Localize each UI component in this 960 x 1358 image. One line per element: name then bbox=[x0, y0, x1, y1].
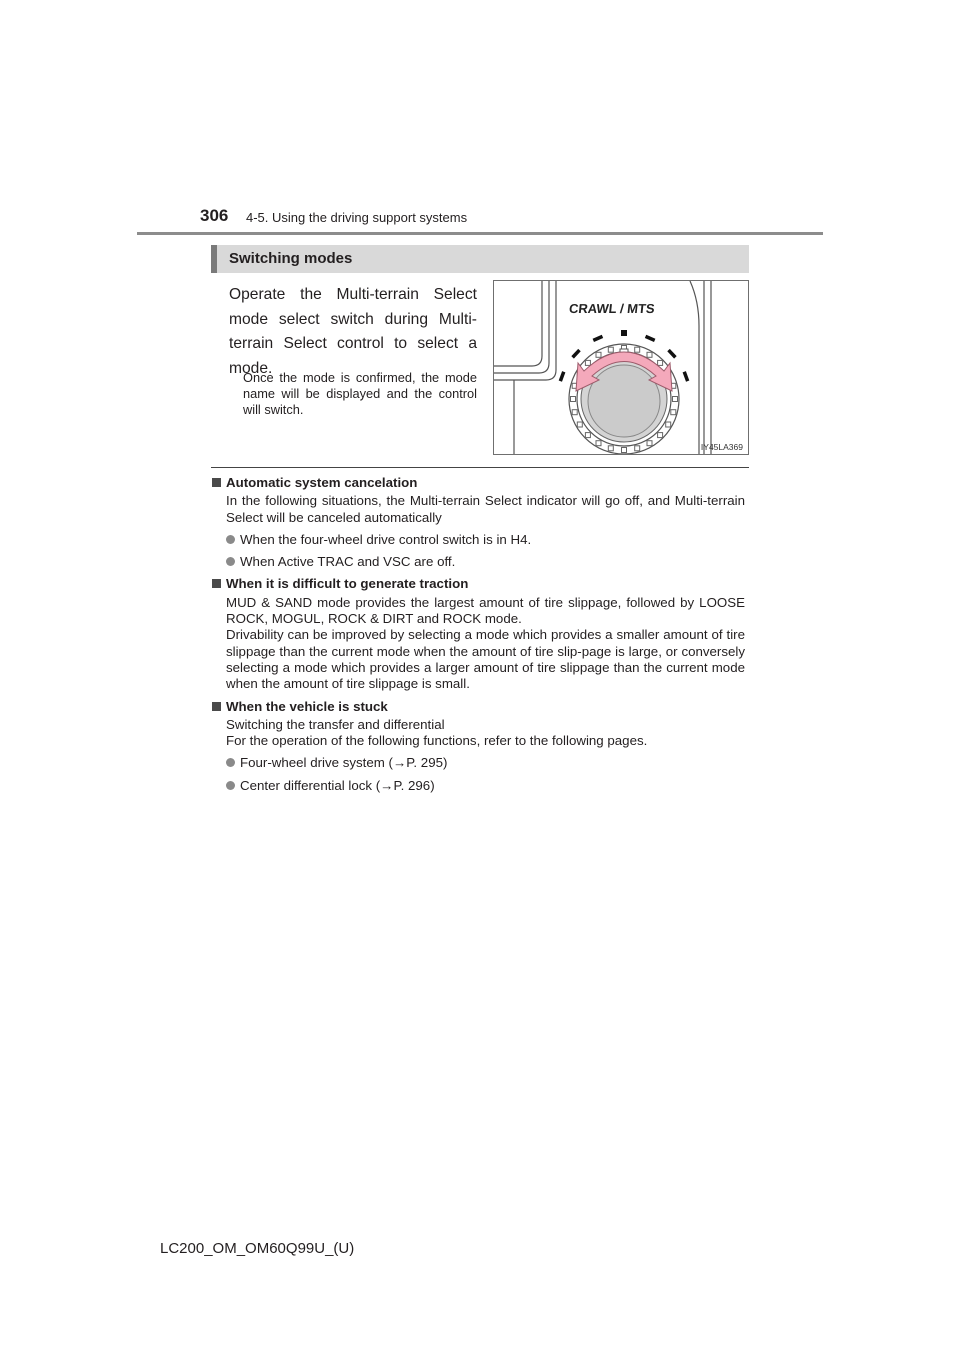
note-bullet-text: Center differential lock (→P. 296) bbox=[240, 777, 435, 793]
knob-notch bbox=[596, 352, 601, 357]
mts-switch-drawing bbox=[494, 281, 749, 455]
knob-notch bbox=[577, 422, 582, 427]
section-header: 4-5. Using the driving support systems bbox=[246, 210, 468, 225]
round-bullet-icon bbox=[226, 535, 235, 544]
note-heading bbox=[212, 699, 745, 715]
knob-notch bbox=[635, 347, 640, 352]
figure-code: IY45LA369 bbox=[700, 442, 743, 452]
section-rule bbox=[211, 467, 749, 468]
note-heading-text: When the vehicle is stuck bbox=[226, 698, 388, 714]
knob-notch bbox=[658, 360, 663, 365]
switching-modes-instruction: Operate the Multi-terrain Select mode select switch during Multi-terrain Select control to select a mode. bbox=[229, 286, 477, 377]
document-code: LC200_OM_OM60Q99U_(U) bbox=[160, 1240, 355, 1257]
mode-position-mark bbox=[621, 330, 627, 336]
page-number: 306 bbox=[200, 206, 229, 225]
note-bullet bbox=[226, 778, 745, 794]
knob-notch bbox=[622, 448, 627, 453]
knob-notch bbox=[608, 446, 613, 451]
note-paragraph: MUD & SAND mode provides the largest amount of tire slippage, followed by LOOSE ROCK, MOGUL, ROCK & DIRT and ROCK mode. bbox=[226, 594, 745, 627]
note-heading bbox=[212, 475, 745, 491]
switching-modes-title-bar bbox=[211, 245, 749, 273]
note-heading-text: When it is difficult to generate traction bbox=[226, 576, 469, 592]
header-rule bbox=[137, 232, 823, 235]
note-bullet bbox=[226, 554, 745, 570]
round-bullet-icon bbox=[226, 781, 235, 790]
mode-position-mark bbox=[571, 349, 580, 359]
note-heading bbox=[212, 576, 745, 592]
mode-position-mark bbox=[645, 335, 656, 342]
knob-notch bbox=[647, 352, 652, 357]
crawl-mts-label: CRAWL / MTS bbox=[568, 301, 656, 316]
note-bullet bbox=[226, 532, 745, 548]
knob-notch bbox=[596, 441, 601, 446]
knob-notch bbox=[572, 410, 577, 415]
knob-notch bbox=[658, 433, 663, 438]
knob-notch bbox=[666, 422, 671, 427]
switching-modes-note: Once the mode is confirmed, the mode name will be displayed and the control will switch. bbox=[243, 370, 477, 417]
round-bullet-icon bbox=[226, 557, 235, 566]
square-bullet-icon bbox=[212, 478, 221, 487]
knob-notch bbox=[635, 446, 640, 451]
notes-content bbox=[212, 475, 745, 794]
round-bullet-icon bbox=[226, 758, 235, 767]
note-bullet bbox=[226, 755, 745, 771]
note-bullet-text: When Active TRAC and VSC are off. bbox=[240, 554, 456, 570]
mode-position-mark bbox=[559, 371, 566, 382]
knob-notch bbox=[671, 410, 676, 415]
knob-notch bbox=[585, 433, 590, 438]
knob-notch bbox=[647, 441, 652, 446]
note-paragraph: Drivability can be improved by selecting a mode which provides a smaller amount of tire slippage than the current mode when the amount of tire slip-page is large, or conversely selecting a mode which provides a larger amount of tire slippage than the current mode when the amount of tire slippage is small. bbox=[226, 627, 745, 692]
mts-switch-illustration bbox=[493, 280, 749, 455]
mode-position-mark bbox=[593, 335, 604, 342]
square-bullet-icon bbox=[212, 579, 221, 588]
mode-position-mark bbox=[683, 371, 690, 382]
note-heading-text: Automatic system cancelation bbox=[226, 475, 418, 490]
knob-notch bbox=[585, 360, 590, 365]
knob-notch bbox=[673, 397, 678, 402]
note-bullet-text: When the four-wheel drive control switch is in H4. bbox=[240, 531, 532, 547]
knob-notch bbox=[571, 397, 576, 402]
knob-notch bbox=[608, 347, 613, 352]
note-paragraph: For the operation of the following functions, refer to the following pages. bbox=[226, 733, 648, 749]
mode-position-mark bbox=[667, 349, 676, 359]
square-bullet-icon bbox=[212, 702, 221, 711]
switching-modes-title: Switching modes bbox=[229, 250, 353, 267]
note-paragraph: In the following situations, the Multi-terrain Select indicator will go off, and Multi-terrain Select will be canceled automatically bbox=[226, 493, 745, 525]
note-bullet-text: Four-wheel drive system (→P. 295) bbox=[240, 755, 448, 771]
note-paragraph: Switching the transfer and differential bbox=[226, 716, 445, 732]
